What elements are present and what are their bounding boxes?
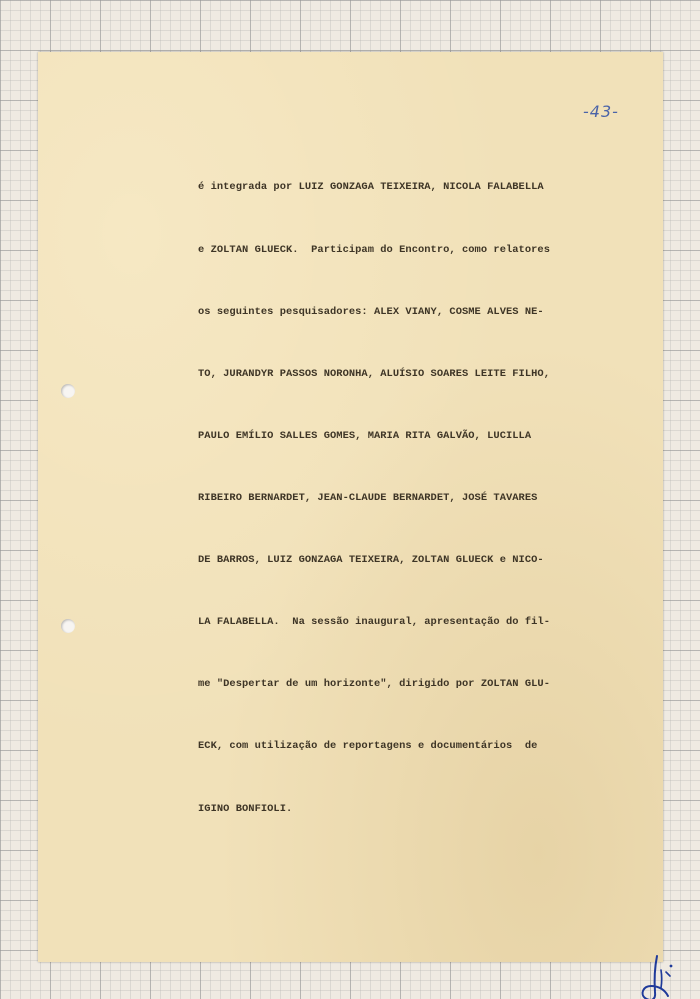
text-line: me "Despertar de um horizonte", dirigido por ZOLTAN GLU- xyxy=(198,678,550,691)
text-line: DE BARROS, LUIZ GONZAGA TEIXEIRA, ZOLTAN GLUECK e NICO- xyxy=(198,554,544,567)
page-number: -43- xyxy=(583,102,619,121)
typed-paragraph xyxy=(198,136,643,861)
punch-hole xyxy=(61,619,75,633)
handwritten-initials-icon xyxy=(635,952,679,999)
text-line: é integrada por LUIZ GONZAGA TEIXEIRA, NICOLA FALABELLA xyxy=(198,181,544,194)
text-line: e ZOLTAN GLUECK. Participam do Encontro, como relatores xyxy=(198,243,550,256)
text-line: ECK, com utilização de reportagens e documentários de xyxy=(198,740,538,753)
text-line: RIBEIRO BERNARDET, JEAN-CLAUDE BERNARDET, JOSÉ TAVARES xyxy=(198,491,538,504)
text-line: LA FALABELLA. Na sessão inaugural, apresentação do fil- xyxy=(198,616,550,629)
text-line: os seguintes pesquisadores: ALEX VIANY, COSME ALVES NE- xyxy=(198,305,544,318)
document-page xyxy=(38,52,663,962)
text-line: PAULO EMÍLIO SALLES GOMES, MARIA RITA GALVÃO, LUCILLA xyxy=(198,429,532,442)
punch-hole xyxy=(61,384,75,398)
text-line: IGINO BONFIOLI. xyxy=(198,802,293,815)
text-line: TO, JURANDYR PASSOS NORONHA, ALUÍSIO SOARES LEITE FILHO, xyxy=(198,367,550,380)
